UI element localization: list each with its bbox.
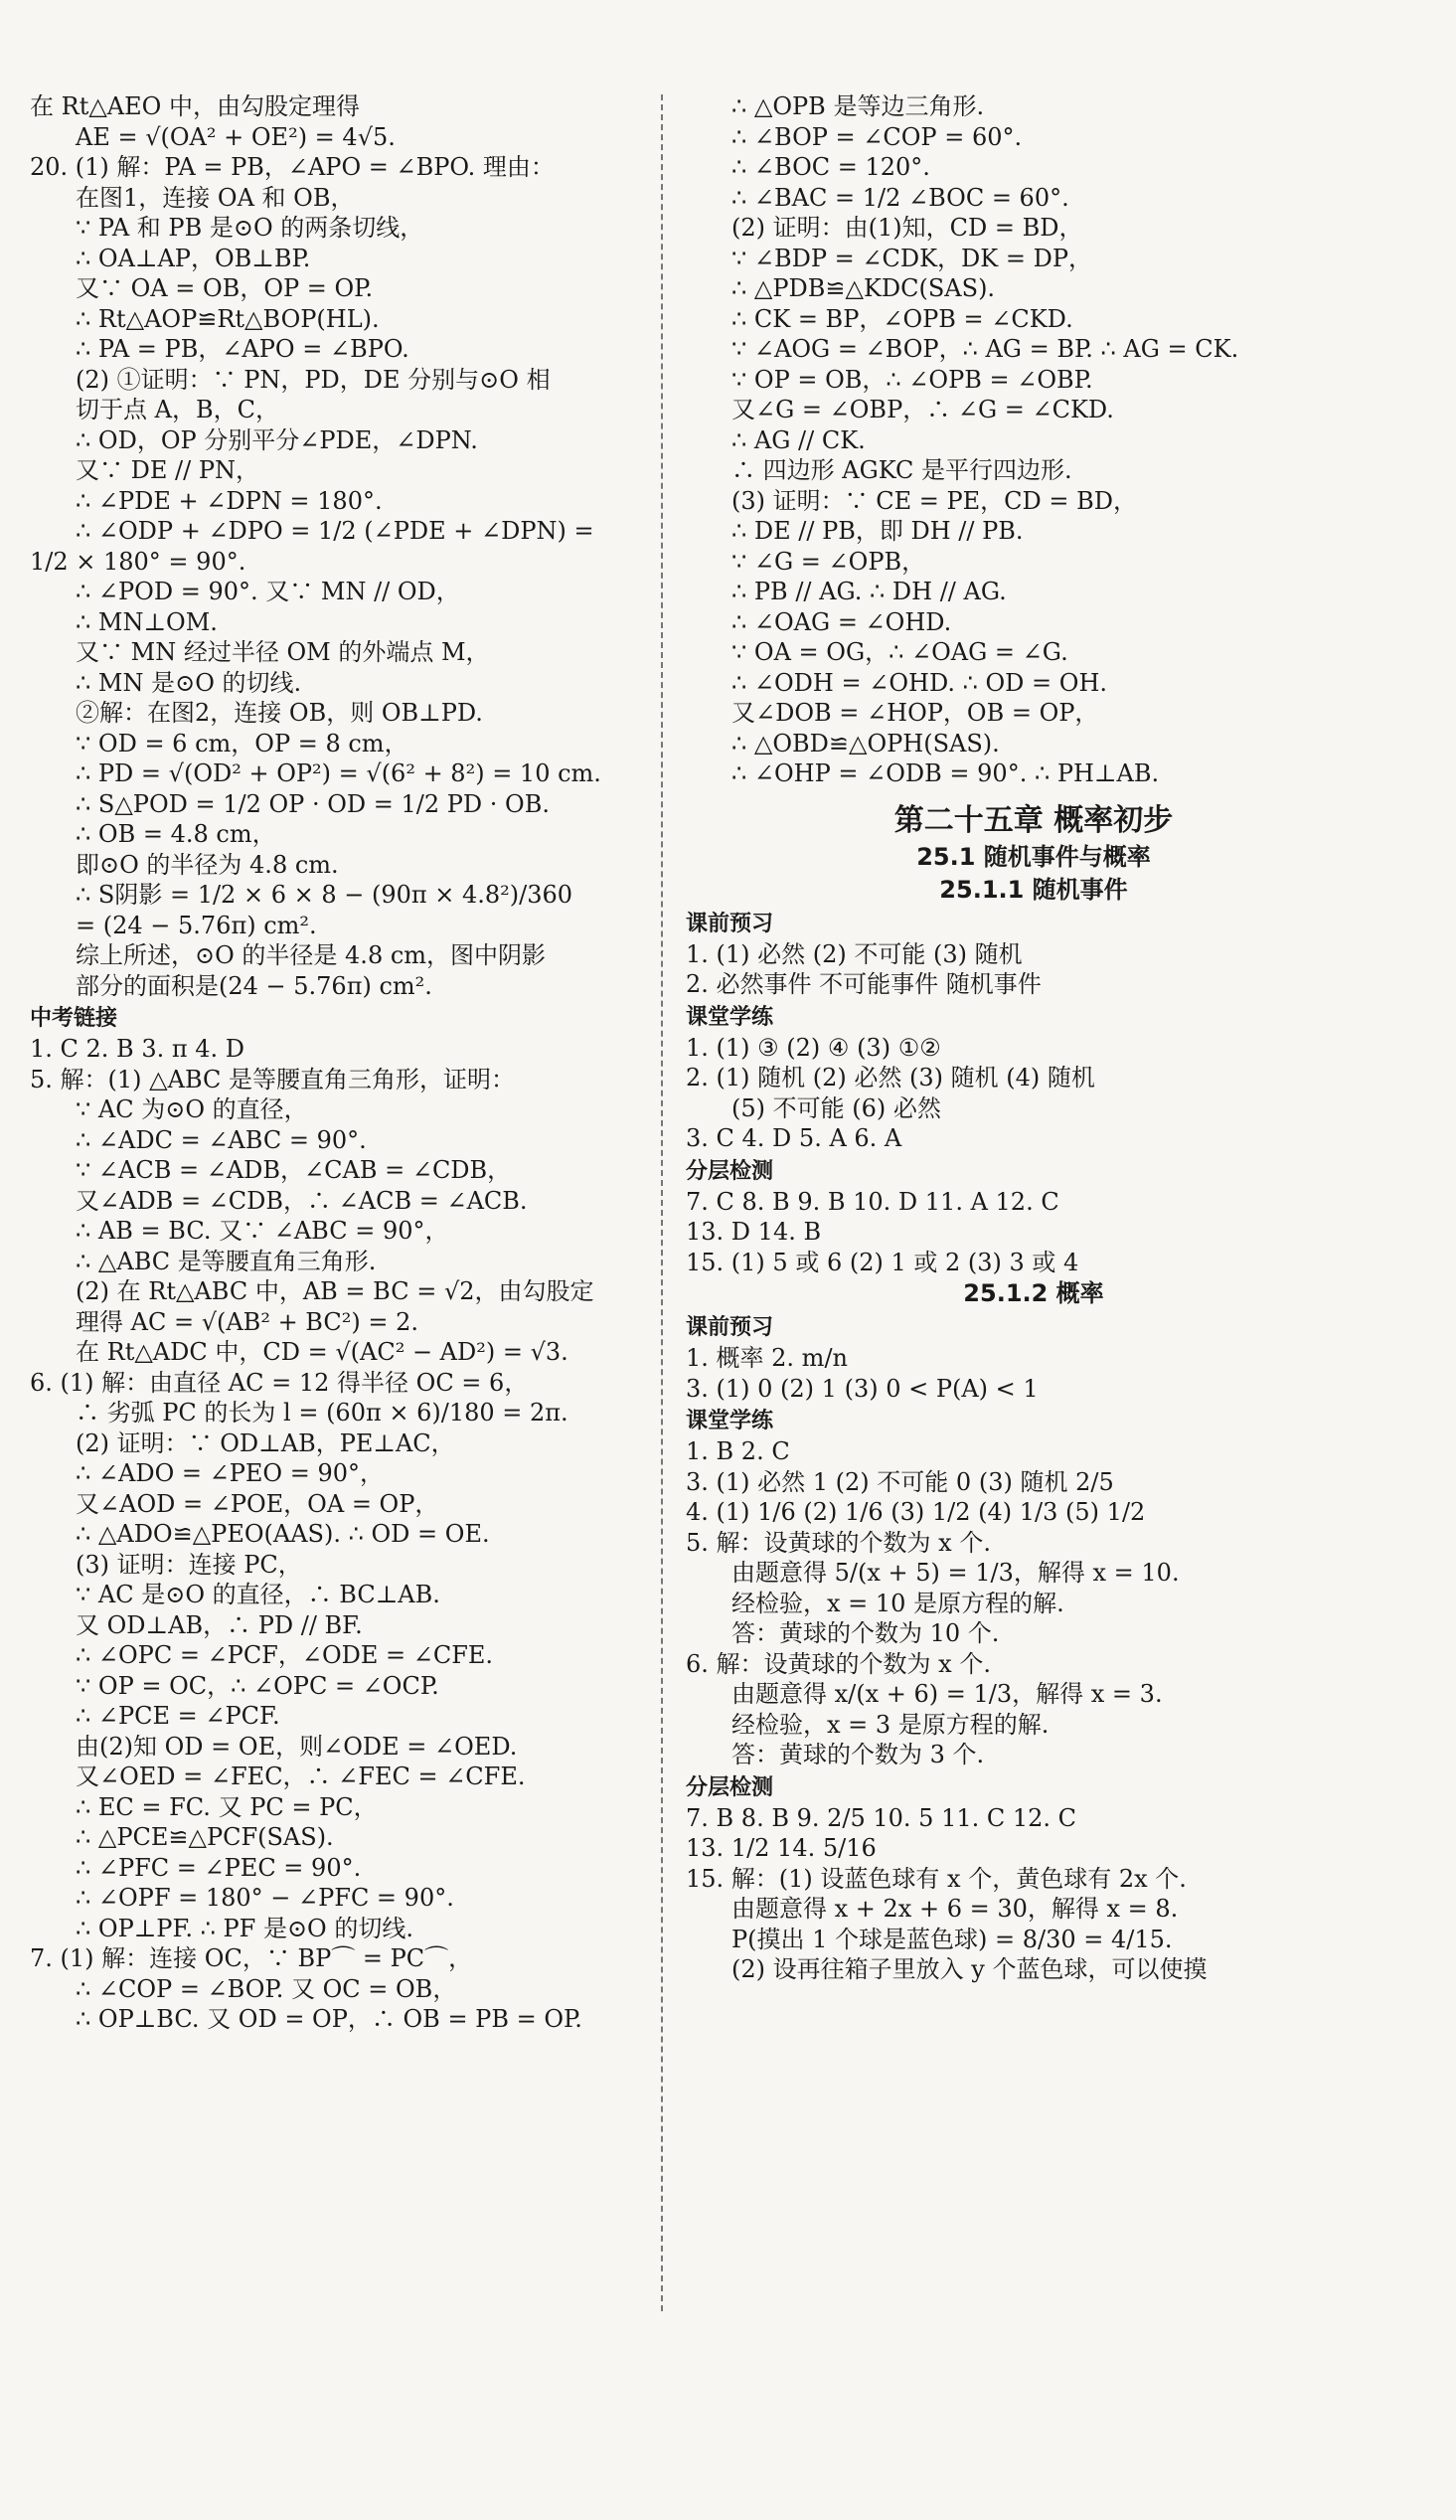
text-line: 又∵ MN 经过半径 OM 的外端点 M， — [76, 638, 490, 666]
text-line: ∵ OP = OB，∴ ∠OPB = ∠OBP. — [731, 365, 1093, 394]
text-line: ②解：在图2，连接 OB，则 OB⊥PD. — [76, 699, 483, 727]
text-line: ∵ ∠AOG = ∠BOP，∴ AG = BP. ∴ AG = CK. — [731, 335, 1239, 363]
text-line: ∵ ∠ACB = ∠ADB，∠CAB = ∠CDB， — [76, 1156, 512, 1184]
text-line: ∵ AC 是⊙O 的直径，∴ BC⊥AB. — [76, 1581, 440, 1608]
text-line: ∵ PA 和 PB 是⊙O 的两条切线， — [76, 214, 424, 242]
text-line: 经检验，x = 10 是原方程的解. — [731, 1589, 1064, 1617]
section-heading: 课堂学练 — [686, 1004, 774, 1030]
text-line: ∴ ∠OPF = 180° − ∠PFC = 90°. — [76, 1884, 454, 1912]
text-line: ∴ OA⊥AP，OB⊥BP. — [76, 244, 311, 272]
text-line: ∴ 劣弧 PC 的长为 l = (60π × 6)/180 = 2π. — [76, 1399, 568, 1427]
section-heading: 分层检测 — [686, 1158, 774, 1184]
text-line: 20. (1) 解：PA = PB，∠APO = ∠BPO. 理由： — [30, 153, 555, 181]
text-line: ∵ ∠BDP = ∠CDK，DK = DP， — [731, 244, 1092, 272]
text-line: 1. (1) ③ (2) ④ (3) ①② — [686, 1033, 941, 1062]
column-divider — [661, 94, 663, 2311]
section-heading: 中考链接 — [30, 1006, 118, 1031]
section-heading: 分层检测 — [686, 1774, 774, 1800]
text-line: ∴ OP⊥PF. ∴ PF 是⊙O 的切线. — [76, 1914, 413, 1942]
text-line: ∴ △ADO≌△PEO(AAS). ∴ OD = OE. — [76, 1520, 490, 1548]
text-line: 在图1，连接 OA 和 OB， — [76, 183, 355, 212]
text-line: = (24 − 5.76π) cm². — [76, 911, 317, 939]
text-line: ∴ MN⊥OM. — [76, 607, 218, 636]
text-line: 由题意得 x/(x + 6) = 1/3，解得 x = 3. — [731, 1680, 1163, 1708]
text-line: 又 OD⊥AB，∴ PD // BF. — [76, 1610, 363, 1639]
section-heading: 课前预习 — [686, 911, 774, 936]
text-line: ∴ ∠OAG = ∠OHD. — [731, 607, 952, 636]
text-line: 7. B 8. B 9. 2/5 10. 5 11. C 12. C — [686, 1803, 1077, 1832]
text-line: ∴ Rt△AOP≌Rt△BOP(HL). — [76, 304, 380, 333]
text-line: 15. 解：(1) 设蓝色球有 x 个，黄色球有 2x 个. — [686, 1864, 1187, 1893]
text-line: ∴ ∠POD = 90°. 又∵ MN // OD， — [76, 578, 460, 605]
text-line: 答：黄球的个数为 10 个. — [731, 1619, 1000, 1647]
text-line: AE = √(OA² + OE²) = 4√5. — [76, 122, 396, 151]
text-line: 综上所述，⊙O 的半径是 4.8 cm，图中阴影 — [76, 941, 547, 969]
text-line: ∴ △OBD≌△OPH(SAS). — [731, 729, 1000, 757]
text-line: ∴ ∠ADO = ∠PEO = 90°， — [76, 1459, 384, 1487]
text-line: ∵ ∠G = ∠OPB， — [731, 547, 926, 576]
text-line: P(摸出 1 个球是蓝色球) = 8/30 = 4/15. — [731, 1925, 1173, 1953]
text-line: ∵ OA = OG，∴ ∠OAG = ∠G. — [731, 638, 1068, 666]
text-line: ∴ ∠ADC = ∠ABC = 90°. — [76, 1125, 367, 1154]
text-line: 15. (1) 5 或 6 (2) 1 或 2 (3) 3 或 4 — [686, 1248, 1079, 1276]
right-column — [686, 91, 1381, 1985]
text-line: ∴ ∠PCE = ∠PCF. — [76, 1702, 280, 1730]
text-line: 由题意得 5/(x + 5) = 1/3，解得 x = 10. — [731, 1559, 1180, 1587]
text-line: 1. 概率 2. m/n — [686, 1344, 848, 1372]
text-line: 7. C 8. B 9. B 10. D 11. A 12. C — [686, 1187, 1059, 1216]
text-line: ∴ OD，OP 分别平分∠PDE，∠DPN. — [76, 425, 478, 454]
text-line: ∴ ∠OPC = ∠PCF，∠ODE = ∠CFE. — [76, 1641, 494, 1669]
text-line: 由题意得 x + 2x + 6 = 30，解得 x = 8. — [731, 1895, 1179, 1923]
text-line: 13. 1/2 14. 5/16 — [686, 1834, 877, 1862]
text-line: ∴ S阴影 = 1/2 × 6 × 8 − (90π × 4.8²)/360 — [76, 881, 573, 909]
text-line: 又∠AOD = ∠POE，OA = OP， — [76, 1489, 439, 1518]
subsection-title: 25.1.1 随机事件 — [939, 875, 1128, 904]
text-line: (3) 证明：连接 PC， — [76, 1550, 302, 1579]
text-line: 由(2)知 OD = OE，则∠ODE = ∠OED. — [76, 1732, 518, 1761]
text-line: ∴ ∠BAC = 1/2 ∠BOC = 60°. — [731, 183, 1069, 212]
text-line: 又∵ OA = OB，OP = OP. — [76, 274, 374, 302]
text-line: 3. (1) 0 (2) 1 (3) 0 < P(A) < 1 — [686, 1374, 1039, 1403]
text-line: 5. 解：(1) △ABC 是等腰直角三角形，证明： — [30, 1065, 516, 1093]
text-line: ∴ EC = FC. 又 PC = PC， — [76, 1792, 378, 1821]
text-line: 又∠ADB = ∠CDB，∴ ∠ACB = ∠ACB. — [76, 1186, 528, 1215]
text-line: 又∠G = ∠OBP，∴ ∠G = ∠CKD. — [731, 396, 1114, 423]
text-line: (2) ①证明：∵ PN，PD，DE 分别与⊙O 相 — [76, 365, 551, 394]
text-line: ∴ ∠ODP + ∠DPO = 1/2 (∠PDE + ∠DPN) = — [76, 517, 594, 545]
subsection-title: 25.1.2 概率 — [963, 1279, 1104, 1307]
text-line: (2) 设再往箱子里放入 y 个蓝色球，可以使摸 — [731, 1955, 1208, 1983]
text-line: ∴ △PDB≌△KDC(SAS). — [731, 274, 996, 302]
text-line: ∴ OP⊥BC. 又 OD = OP，∴ OB = PB = OP. — [76, 2005, 582, 2033]
text-line: ∴ OB = 4.8 cm， — [76, 820, 276, 848]
text-line: 1. B 2. C — [686, 1437, 790, 1465]
section-heading: 课堂学练 — [686, 1409, 774, 1433]
text-line: 理得 AC = √(AB² + BC²) = 2. — [76, 1307, 418, 1336]
text-line: 7. (1) 解：连接 OC，∵ BP⌒ = PC⌒， — [30, 1944, 473, 1972]
text-line: ∴ △OPB 是等边三角形. — [731, 92, 985, 120]
text-line: 在 Rt△ADC 中，CD = √(AC² − AD²) = √3. — [76, 1338, 568, 1366]
text-line: (5) 不可能 (6) 必然 — [731, 1093, 941, 1122]
text-line: 在 Rt△AEO 中，由勾股定理得 — [30, 92, 360, 120]
text-line: 答：黄球的个数为 3 个. — [731, 1741, 985, 1768]
section-heading: 课前预习 — [686, 1315, 774, 1340]
text-line: ∵ OP = OC，∴ ∠OPC = ∠OCP. — [76, 1671, 439, 1700]
subsection-title: 25.1 随机事件与概率 — [916, 842, 1151, 871]
text-line: ∴ △ABC 是等腰直角三角形. — [76, 1247, 377, 1275]
text-line: 4. (1) 1/6 (2) 1/6 (3) 1/2 (4) 1/3 (5) 1/2 — [686, 1498, 1146, 1526]
text-line: ∴ DE // PB，即 DH // PB. — [731, 517, 1024, 545]
text-line: 部分的面积是(24 − 5.76π) cm². — [76, 971, 432, 1000]
text-line: 2. (1) 随机 (2) 必然 (3) 随机 (4) 随机 — [686, 1064, 1095, 1092]
left-column — [30, 91, 646, 2035]
text-line: ∴ △PCE≌△PCF(SAS). — [76, 1823, 334, 1851]
text-line: 6. (1) 解：由直径 AC = 12 得半径 OC = 6， — [30, 1368, 529, 1397]
text-line: 即⊙O 的半径为 4.8 cm. — [76, 850, 339, 879]
chapter-title: 第二十五章 概率初步 — [893, 802, 1174, 838]
text-line: (2) 证明：由(1)知，CD = BD， — [731, 214, 1083, 242]
text-line: 5. 解：设黄球的个数为 x 个. — [686, 1528, 991, 1557]
text-line: 2. 必然事件 不可能事件 随机事件 — [686, 970, 1042, 998]
text-line: 经检验，x = 3 是原方程的解. — [731, 1710, 1050, 1739]
text-line: ∴ CK = BP，∠OPB = ∠CKD. — [731, 304, 1073, 333]
text-line: ∴ 四边形 AGKC 是平行四边形. — [731, 456, 1072, 484]
text-line: (3) 证明：∵ CE = PE，CD = BD， — [731, 486, 1138, 515]
text-line: ∴ AB = BC. 又∵ ∠ABC = 90°， — [76, 1217, 449, 1245]
text-line: ∴ ∠COP = ∠BOP. 又 OC = OB， — [76, 1974, 457, 2003]
text-line: 13. D 14. B — [686, 1218, 822, 1246]
text-line: ∴ AG // CK. — [731, 425, 866, 454]
text-line: ∴ PB // AG. ∴ DH // AG. — [731, 578, 1007, 605]
text-line: 又∠DOB = ∠HOP，OB = OP， — [731, 699, 1099, 727]
text-line: ∴ MN 是⊙O 的切线. — [76, 668, 302, 697]
text-line: ∴ PD = √(OD² + OP²) = √(6² + 8²) = 10 cm. — [76, 759, 601, 787]
text-line: 3. (1) 必然 1 (2) 不可能 0 (3) 随机 2/5 — [686, 1467, 1114, 1496]
text-line: 6. 解：设黄球的个数为 x 个. — [686, 1649, 991, 1678]
text-line: ∴ ∠ODH = ∠OHD. ∴ OD = OH. — [731, 668, 1107, 697]
text-line: (2) 在 Rt△ABC 中，AB = BC = √2，由勾股定 — [76, 1277, 594, 1305]
text-line: ∵ OD = 6 cm，OP = 8 cm， — [76, 729, 408, 757]
text-line: ∴ ∠PFC = ∠PEC = 90°. — [76, 1853, 362, 1882]
text-line: ∵ AC 为⊙O 的直径， — [76, 1095, 308, 1123]
text-line: ∴ ∠OHP = ∠ODB = 90°. ∴ PH⊥AB. — [731, 759, 1160, 787]
text-line: 1/2 × 180° = 90°. — [30, 547, 246, 576]
text-line: ∴ ∠PDE + ∠DPN = 180°. — [76, 486, 383, 515]
text-line: (2) 证明：∵ OD⊥AB，PE⊥AC， — [76, 1428, 455, 1457]
text-line: 1. (1) 必然 (2) 不可能 (3) 随机 — [686, 939, 1023, 968]
text-line: ∴ S△POD = 1/2 OP · OD = 1/2 PD · OB. — [76, 789, 550, 818]
text-line: 又∠OED = ∠FEC，∴ ∠FEC = ∠CFE. — [76, 1763, 526, 1790]
text-line: ∴ ∠BOC = 120°. — [731, 153, 930, 181]
text-line: ∴ PA = PB，∠APO = ∠BPO. — [76, 335, 409, 363]
text-line: 3. C 4. D 5. A 6. A — [686, 1124, 902, 1152]
text-line: ∴ ∠BOP = ∠COP = 60°. — [731, 122, 1023, 151]
text-line: 又∵ DE // PN， — [76, 456, 259, 484]
text-line: 切于点 A，B，C， — [76, 396, 279, 423]
text-line: 1. C 2. B 3. π 4. D — [30, 1035, 245, 1063]
